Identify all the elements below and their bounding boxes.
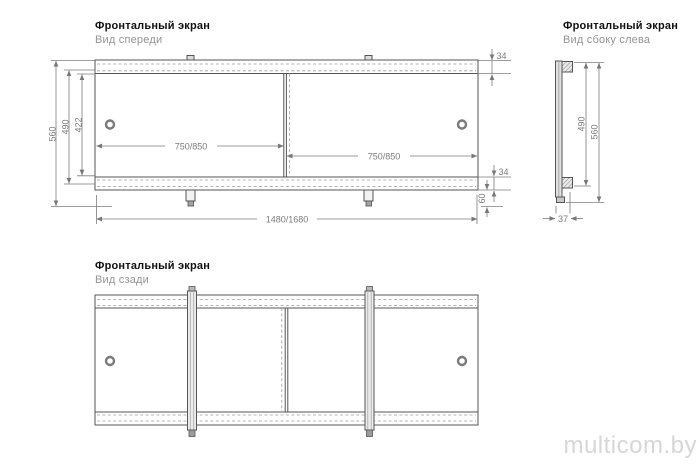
back-support-post-left [188,287,197,437]
front-dim-right-panel-width: 750/850 [367,151,401,162]
side-view-dimensions [543,63,604,224]
front-dim-total-width: 1480/1680 [265,214,309,225]
side-bracket-top [562,62,573,73]
front-view-drawing [95,56,478,207]
side-view-drawing [556,61,573,203]
side-dim-total-height: 560 [589,124,600,140]
back-frame [95,295,478,425]
front-dim-total-height: 560 [47,126,58,142]
side-bracket-bottom [562,178,573,189]
back-view-subtitle: Вид сзади [95,274,149,286]
side-foot [557,197,565,203]
back-view-title: Фронтальный экран [95,260,211,272]
side-view-title: Фронтальный экран [563,20,679,32]
front-dim-panel-height: 422 [73,117,84,133]
back-support-post-right [365,287,374,437]
front-leg-left [186,190,195,206]
watermark: multicom.by [563,432,697,459]
front-dim-leg-height: 60 [477,193,487,204]
side-view-subtitle: Вид сбоку слева [563,34,651,46]
front-dim-left-panel-width: 750/850 [174,141,208,152]
front-leg-right [364,190,373,206]
back-view-drawing [95,287,478,437]
front-dim-top-rail: 34 [496,51,507,61]
front-dim-screen-height: 490 [60,119,71,135]
side-dim-depth: 37 [557,214,569,224]
side-dim-screen-height: 490 [576,116,587,132]
front-view-title: Фронтальный экран [95,20,211,32]
front-view-subtitle: Вид спереди [95,34,163,46]
front-dim-bottom-rail: 34 [498,167,509,177]
